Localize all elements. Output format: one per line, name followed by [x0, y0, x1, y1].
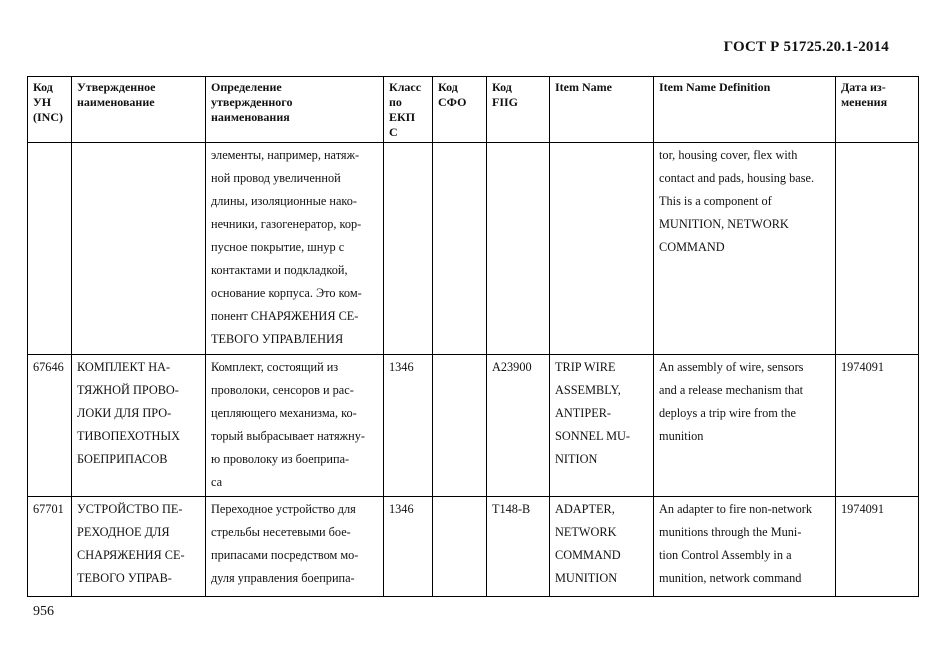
text-line: УСТРОЙСТВО ПЕ- — [77, 502, 183, 516]
text-line: munition, network command — [659, 571, 802, 585]
col-header-class — [384, 77, 433, 143]
text-line: Item Name Definition — [659, 80, 771, 94]
text-line: длины, изоляционные нако- — [211, 194, 358, 208]
cell-item-def — [654, 143, 836, 355]
text-line: and a release mechanism that — [659, 383, 804, 397]
text-line: (INC) — [33, 110, 63, 124]
col-header-definition — [206, 77, 384, 143]
text-line: TRIP WIRE — [555, 360, 616, 374]
text-line: tion Control Assembly in a — [659, 548, 792, 562]
text-line: COMMAND — [659, 240, 725, 254]
table-header-row — [28, 77, 919, 143]
text-line: 67701 — [33, 502, 64, 516]
catalog-table — [27, 76, 919, 597]
table-row — [28, 143, 919, 355]
text-line: Определение — [211, 80, 282, 94]
text-line: Код — [438, 80, 458, 94]
text-line: ТЕВОГО УПРАВЛЕНИЯ — [211, 332, 344, 346]
text-line: munition — [659, 429, 704, 443]
text-line: contact and pads, housing base. — [659, 171, 815, 185]
cell-fiig: T148-B — [487, 497, 550, 597]
text-line: ASSEMBLY, — [555, 383, 621, 397]
text-line: УН — [33, 95, 52, 109]
text-line: An assembly of wire, sensors — [659, 360, 804, 374]
text-line: наименование — [77, 95, 155, 109]
text-line: менения — [841, 95, 888, 109]
cell-item-def — [654, 497, 836, 597]
text-line: SONNEL MU- — [555, 429, 631, 443]
text-line: пусное покрытие, шнур с — [211, 240, 345, 254]
text-line: ЕКП — [389, 110, 416, 124]
text-line: СФО — [438, 95, 467, 109]
text-line: Утвержденное — [77, 80, 156, 94]
cell-name — [72, 497, 206, 597]
cell-definition — [206, 143, 384, 355]
text-line: FIIG — [492, 95, 519, 109]
cell-class: 1346 — [384, 355, 433, 497]
text-line: элементы, например, натяж- — [211, 148, 360, 162]
cell-inc — [28, 355, 72, 497]
text-line: munitions through the Muni- — [659, 525, 802, 539]
cell-fiig: A23900 — [487, 355, 550, 497]
text-line: цепляющего механизма, ко- — [211, 406, 357, 420]
col-header-sfo — [433, 77, 487, 143]
col-header-item-def — [654, 77, 836, 143]
page-number: 956 — [33, 604, 54, 619]
cell-date — [836, 143, 919, 355]
text-line: утвержденного — [211, 95, 293, 109]
table-row — [28, 355, 919, 497]
text-line: стрельбы несетевыми бое- — [211, 525, 351, 539]
text-line: deploys a trip wire from the — [659, 406, 796, 420]
text-line: ЛОКИ ДЛЯ ПРО- — [77, 406, 172, 420]
text-line: Код — [33, 80, 53, 94]
cell-fiig — [487, 143, 550, 355]
text-line: Item Name — [555, 80, 612, 94]
text-line: Переходное устройство для — [211, 502, 356, 516]
cell-name — [72, 355, 206, 497]
cell-item-name — [550, 143, 654, 355]
text-line: ТИВОПЕХОТНЫХ — [77, 429, 180, 443]
text-line: 67646 — [33, 360, 64, 374]
text-line: Код — [492, 80, 512, 94]
cell-sfo — [433, 143, 487, 355]
text-line: Класс — [389, 80, 422, 94]
cell-inc — [28, 143, 72, 355]
text-line: NITION — [555, 452, 598, 466]
cell-sfo — [433, 355, 487, 497]
document-code: ГОСТ Р 51725.20.1-2014 — [723, 39, 889, 55]
cell-date: 1974091 — [836, 497, 919, 597]
cell-definition — [206, 497, 384, 597]
text-line: БОЕПРИПАСОВ — [77, 452, 168, 466]
text-line: ТЯЖНОЙ ПРОВО- — [77, 383, 179, 397]
text-line: проволоки, сенсоров и рас- — [211, 383, 354, 397]
text-line: са — [211, 475, 223, 489]
text-line: контактами и подкладкой, — [211, 263, 348, 277]
text-line: Комплект, состоящий из — [211, 360, 339, 374]
text-line: Дата из- — [841, 80, 886, 94]
cell-item-def — [654, 355, 836, 497]
col-header-fiig — [487, 77, 550, 143]
text-line: ТЕВОГО УПРАВ- — [77, 571, 172, 585]
col-header-approved-name — [72, 77, 206, 143]
text-line: наименования — [211, 110, 290, 124]
text-line: ной провод увеличенной — [211, 171, 341, 185]
cell-class — [384, 143, 433, 355]
text-line: ANTIPER- — [555, 406, 612, 420]
text-line: по — [389, 95, 402, 109]
text-line: MUNITION — [555, 571, 618, 585]
text-line: нечники, газогенератор, кор- — [211, 217, 362, 231]
text-line: дуля управления боеприпа- — [211, 571, 355, 585]
table-row — [28, 497, 919, 597]
col-header-inc — [28, 77, 72, 143]
cell-item-name — [550, 497, 654, 597]
text-line: MUNITION, NETWORK — [659, 217, 789, 231]
cell-date: 1974091 — [836, 355, 919, 497]
text-line: tor, housing cover, flex with — [659, 148, 798, 162]
col-header-date — [836, 77, 919, 143]
text-line: This is a component of — [659, 194, 772, 208]
text-line: СНАРЯЖЕНИЯ СЕ- — [77, 548, 185, 562]
text-line: понент СНАРЯЖЕНИЯ СЕ- — [211, 309, 359, 323]
col-header-item-name — [550, 77, 654, 143]
cell-sfo — [433, 497, 487, 597]
cell-item-name — [550, 355, 654, 497]
cell-name — [72, 143, 206, 355]
text-line: РЕХОДНОЕ ДЛЯ — [77, 525, 170, 539]
cell-definition — [206, 355, 384, 497]
text-line: An adapter to fire non-network — [659, 502, 812, 516]
text-line: торый выбрасывает натяжну- — [211, 429, 365, 443]
text-line: С — [389, 125, 398, 139]
cell-class: 1346 — [384, 497, 433, 597]
text-line: NETWORK — [555, 525, 617, 539]
text-line: ADAPTER, — [555, 502, 615, 516]
text-line: КОМПЛЕКТ НА- — [77, 360, 171, 374]
text-line: ю проволоку из боеприпа- — [211, 452, 350, 466]
text-line: COMMAND — [555, 548, 621, 562]
cell-inc — [28, 497, 72, 597]
text-line: припасами посредством мо- — [211, 548, 359, 562]
text-line: основание корпуса. Это ком- — [211, 286, 362, 300]
